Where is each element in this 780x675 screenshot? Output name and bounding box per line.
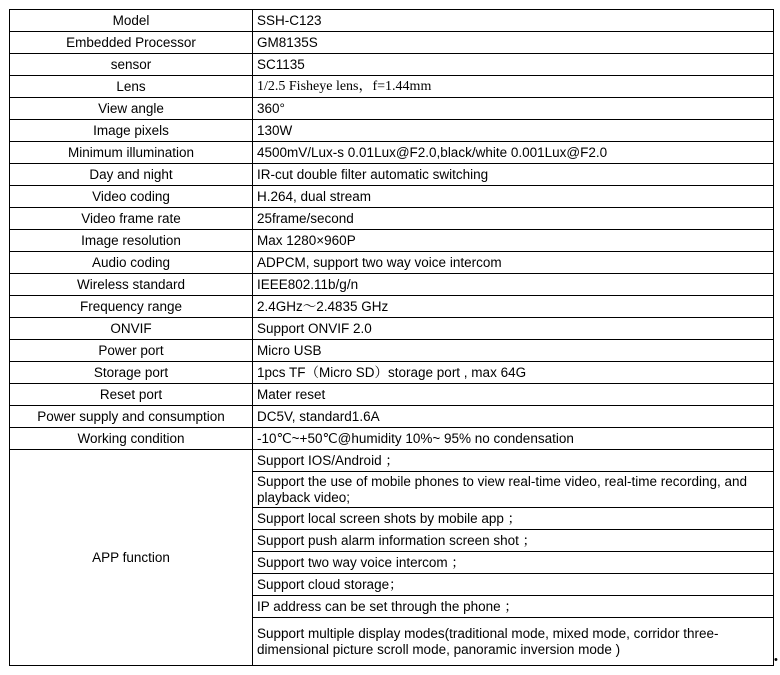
table-row [10, 186, 774, 208]
row-value: IR-cut double filter automatic switching [253, 164, 774, 186]
row-label: Power port [10, 340, 253, 362]
row-label: Video frame rate [10, 208, 253, 230]
row-label: Storage port [10, 362, 253, 384]
table-row [10, 362, 774, 384]
row-value: -10℃~+50℃@humidity 10%~ 95% no condensation [253, 428, 774, 450]
table-row [10, 406, 774, 428]
table-row [10, 208, 774, 230]
row-value: 130W [253, 120, 774, 142]
row-value: Support ONVIF 2.0 [253, 318, 774, 340]
table-row [10, 230, 774, 252]
row-value: DC5V, standard1.6A [253, 406, 774, 428]
row-value: 1pcs TF（Micro SD）storage port , max 64G [253, 362, 774, 384]
trailing-mark: • [774, 654, 778, 666]
row-label: Embedded Processor [10, 32, 253, 54]
table-row [10, 296, 774, 318]
table-row [10, 318, 774, 340]
row-value: 360° [253, 98, 774, 120]
table-row [10, 98, 774, 120]
row-value: 4500mV/Lux-s 0.01Lux@F2.0,black/white 0.001Lux@F2.0 [253, 142, 774, 164]
table-row [10, 76, 774, 98]
table-row [10, 54, 774, 76]
table-row [10, 340, 774, 362]
row-label: Frequency range [10, 296, 253, 318]
table-row [10, 428, 774, 450]
table-row [10, 120, 774, 142]
row-value: 2.4GHz～2.4835 GHz [253, 296, 774, 318]
row-value: GM8135S [253, 32, 774, 54]
table-row [10, 32, 774, 54]
row-value: Mater reset [253, 384, 774, 406]
row-label: ONVIF [10, 318, 253, 340]
row-label: Image resolution [10, 230, 253, 252]
app-feature-item: Support two way voice intercom ； [253, 552, 773, 574]
row-label: Video coding [10, 186, 253, 208]
row-label: Model [10, 10, 253, 32]
row-value: Micro USB [253, 340, 774, 362]
row-label: Audio coding [10, 252, 253, 274]
table-row [10, 252, 774, 274]
app-feature-item: Support multiple display modes(traditional mode, mixed mode, corridor three-dimensional picture scroll mode, panoramic inversion mode ) [257, 625, 719, 657]
row-value: 1/2.5 Fisheye lens，f=1.44mm [253, 76, 774, 98]
app-feature-item: Support local screen shots by mobile app ； [253, 508, 773, 530]
table-row [10, 384, 774, 406]
row-label: Power supply and consumption [10, 406, 253, 428]
row-label: View angle [10, 98, 253, 120]
app-feature-item: Support the use of mobile phones to view real-time video, real-time recording, and playback video; [253, 472, 773, 508]
row-value: SC1135 [253, 54, 774, 76]
row-label: Lens [10, 76, 253, 98]
app-feature-item: Support push alarm information screen shot ； [253, 530, 773, 552]
table-row [10, 274, 774, 296]
row-value: IEEE802.11b/g/n [253, 274, 774, 296]
row-value: 25frame/second [253, 208, 774, 230]
table-row [10, 142, 774, 164]
row-label: Image pixels [10, 120, 253, 142]
table-row [10, 164, 774, 186]
app-function-list [253, 450, 774, 666]
spec-table [9, 9, 774, 666]
row-label: Minimum illumination [10, 142, 253, 164]
row-value: H.264, dual stream [253, 186, 774, 208]
app-feature-item: Support IOS/Android ； [253, 450, 773, 472]
row-value: ADPCM, support two way voice intercom [253, 252, 774, 274]
row-value: SSH-C123 [253, 10, 774, 32]
app-feature-item: Support cloud storage； [253, 574, 773, 596]
row-label: Working condition [10, 428, 253, 450]
row-label: Wireless standard [10, 274, 253, 296]
table-row [10, 10, 774, 32]
app-function-label: APP function [10, 450, 253, 666]
row-label: sensor [10, 54, 253, 76]
app-feature-item: IP address can be set through the phone ； [253, 596, 773, 618]
row-label: Reset port [10, 384, 253, 406]
row-value: Max 1280×960P [253, 230, 774, 252]
row-label: Day and night [10, 164, 253, 186]
app-function-row [10, 450, 774, 666]
